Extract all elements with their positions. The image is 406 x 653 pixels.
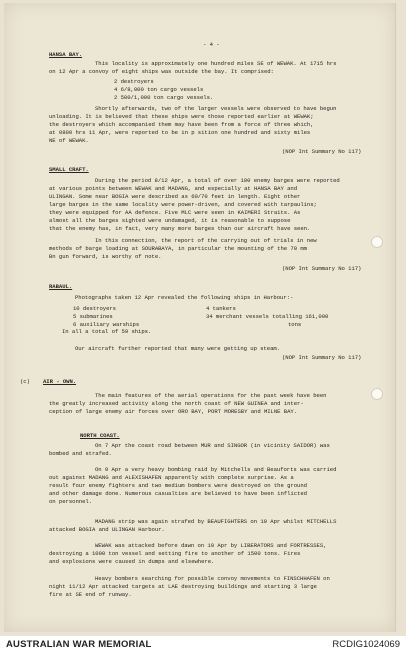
heading-rabaul: RABAUL.: [49, 283, 73, 290]
north-coast-paragraph-2: on personnel.: [49, 498, 92, 505]
punch-hole-bottom: [371, 388, 383, 400]
rabaul-total: In all a total of 59 ships.: [62, 328, 152, 335]
rabaul-ship-list-left: 10 destroyers: [73, 305, 116, 312]
small-craft-paragraph-2: In this connection, the report of the carrying out of trials in new: [95, 237, 317, 244]
north-coast-paragraph-2: On 9 Apr a very heavy bombing raid by Mitchells and Beauforts was carried: [95, 466, 337, 473]
north-coast-paragraph-3: attacked BOGIA and ULINGAN Harbour.: [49, 526, 165, 533]
north-coast-paragraph-5: fire at SE end of runway.: [49, 591, 132, 598]
small-craft-paragraph-1: ULINGAN. Some near BOGIA were described as 60/70 feet in length. Eight other: [49, 193, 301, 200]
rabaul-ship-list-right: 4 tankers: [206, 305, 236, 312]
rabaul-paragraph-1: Photographs taken 12 Apr revealed the following ships in Harbour:-: [75, 294, 294, 301]
rabaul-ship-list-right: 34 merchant vessels totalling 161,000: [206, 313, 329, 320]
rabaul-ship-list-right: tons: [288, 321, 302, 328]
small-craft-paragraph-1: large barges in the same locality were power-driven, and covered with tarpaulins;: [49, 201, 317, 208]
north-coast-paragraph-2: result four enemy fighters and two medium bombers were destroyed on the ground: [49, 482, 307, 489]
rabaul-reference: (NOP Int Summary No 117): [282, 354, 362, 361]
small-craft-paragraph-1: at various points between WEWAK and MADANG, and especially at HANSA BAY and: [49, 185, 298, 192]
heading-small-craft: SMALL CRAFT.: [49, 166, 89, 173]
hansa-bay-list-item: 2 500/1,000 ton cargo vessels.: [114, 94, 214, 101]
north-coast-paragraph-1: bombed and strafed.: [49, 450, 112, 457]
record-id: RCDIG1024069: [332, 639, 400, 650]
small-craft-paragraph-2: Bn gun forward, is worthy of note.: [49, 253, 162, 260]
north-coast-paragraph-2: out against MADANG and ALEXISHAFEN apparently with complete surprise. As a: [49, 474, 294, 481]
air-own-paragraph: the greatly increased activity along the north coast of NEW GUINEA and inter-: [49, 400, 304, 407]
rabaul-ship-list-left: 6 auxiliary warships: [73, 321, 140, 328]
hansa-bay-paragraph-2: NE of WEWAK.: [49, 137, 89, 144]
north-coast-paragraph-4: WEWAK was attacked before dawn on 10 Apr by LIBERATORS and FORTRESSES,: [95, 542, 327, 549]
rabaul-ship-list-left: 5 submarines: [73, 313, 113, 320]
hansa-bay-paragraph-1: on 12 Apr a convoy of eight ships was outside the bay. It comprised:: [49, 68, 274, 75]
section-label-c: (c): [20, 378, 30, 385]
page-number: - 4 -: [203, 41, 220, 48]
hansa-bay-paragraph-2: Shortly afterwards, two of the larger vessels were observed to have begun: [95, 105, 337, 112]
north-coast-paragraph-4: destroying a 1000 ton vessel and setting fire to another of 1500 tons. Fires: [49, 550, 301, 557]
heading-north-coast: NORTH COAST.: [80, 432, 120, 439]
archive-footer: [0, 636, 406, 653]
north-coast-paragraph-5: night 11/12 Apr attacked targets at LAE destroying buildings and starting 3 large: [49, 583, 317, 590]
small-craft-reference: (NOP Int Summary No 117): [282, 265, 362, 272]
north-coast-paragraph-2: and other damage done. Numerous casualties are believed to have been inflicted: [49, 490, 307, 497]
rabaul-paragraph-2: Our aircraft further reported that many were getting up steam.: [75, 345, 281, 352]
small-craft-paragraph-1: they were equipped for AA defence. Five MLC were seen in KAIMERI Straits. As: [49, 209, 301, 216]
hansa-bay-paragraph-2: at 0800 hrs 11 Apr, were reported to be in p sition one hundred and sixty miles: [49, 129, 311, 136]
small-craft-paragraph-1: that the enemy has, in fact, very many more barges than our aircraft have seen.: [49, 225, 311, 232]
hansa-bay-reference: (NOP Int Summary No 117): [282, 148, 362, 155]
air-own-paragraph: ception of large enemy air forces over ORO BAY, PORT MORESBY and MILNE BAY.: [49, 408, 298, 415]
small-craft-paragraph-2: methods of barge loading at SOURABAYA, in particular the mounting of the 70 mm: [49, 245, 307, 252]
north-coast-paragraph-3: MADANG strip was again strafed by BEAUFIGHTERS on 10 Apr whilst MITCHELLS: [95, 518, 337, 525]
north-coast-paragraph-5: Heavy bombers searching for possible convoy movements to FINSCHHAFEN on: [95, 575, 330, 582]
small-craft-paragraph-1: almost all the barges sighted were undamaged, it is reasonable to suppose: [49, 217, 291, 224]
hansa-bay-paragraph-1: This locality is approximately one hundred miles SE of WEWAK. At 1715 hrs: [95, 60, 337, 67]
north-coast-paragraph-4: and explosions were caused in dumps and elsewhere.: [49, 558, 215, 565]
air-own-paragraph: The main features of the aerial operations for the past week have been: [95, 392, 327, 399]
hansa-bay-list-item: 4 6/8,000 ton cargo vessels: [114, 86, 204, 93]
north-coast-paragraph-1: On 7 Apr the coast road between MUR and SINGOR (in vicinity SAIDOR) was: [95, 442, 330, 449]
heading-air-own: AIR - OWN.: [43, 378, 77, 385]
small-craft-paragraph-1: During the period 8/12 Apr, a total of over 100 enemy barges were reported: [95, 177, 340, 184]
archive-source: AUSTRALIAN WAR MEMORIAL: [6, 639, 152, 650]
hansa-bay-paragraph-2: the destroyers which accompanied them may have been from a force of three which,: [49, 121, 314, 128]
heading-hansa-bay: HANSA BAY.: [49, 51, 83, 58]
hansa-bay-list-item: 2 destroyers: [114, 78, 154, 85]
hansa-bay-paragraph-2: unloading. It is believed that these ships were those reported earlier at WEWAK;: [49, 113, 314, 120]
punch-hole-top: [371, 236, 383, 248]
